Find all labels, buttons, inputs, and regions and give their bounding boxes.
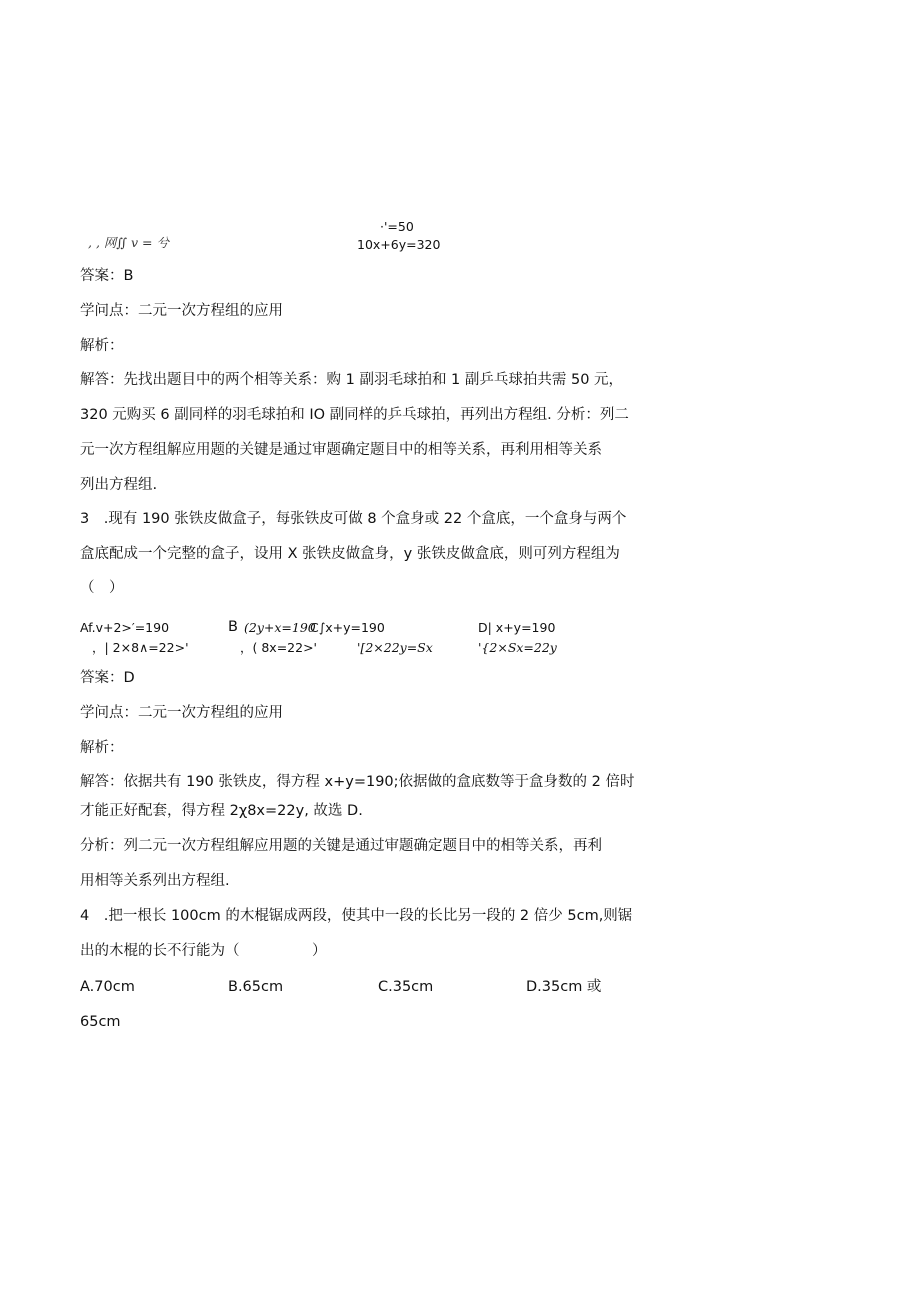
q3-option-b-line-2: ，( 8x=22>': [240, 640, 317, 655]
q2-knowledge-point: 学问点：二元一次方程组的应用: [80, 303, 283, 319]
q3-solution-line: 才能正好配套，得方程 2χ8x=22y, 故选 D.: [80, 803, 363, 819]
q3-option-d-line-2: '{2×Sx=22y: [478, 640, 557, 655]
q4-stem-line: 出的木棍的长不行能为（ ）: [80, 943, 327, 959]
q4-stem-line: 4 .把一根长 100cm 的木棍锯成两段，使其中一段的长比另一段的 2 倍少 5cm,则锯: [80, 908, 633, 924]
q4-option-c: C.35cm: [378, 979, 434, 995]
q4-option-b: B.65cm: [228, 979, 284, 995]
q2-solution-line: 元一次方程组解应用题的关键是通过审题确定题目中的相等关系，再利用相等关系: [80, 442, 602, 458]
q3-option-d-line-1: D| x+y=190: [478, 620, 556, 635]
equation-line-2: 10x+6y=320: [357, 237, 441, 252]
q3-option-b-line-1: (2y+x=190: [244, 620, 316, 635]
q3-stem-line: 3 .现有 190 张铁皮做盒子，每张铁皮可做 8 个盒身或 22 个盒底，一个盒身与两个: [80, 511, 627, 527]
q3-solution-line: 解答：依据共有 190 张铁皮，得方程 x+y=190;依据做的盒底数等于盒身数的 2 倍时: [80, 774, 635, 790]
q3-answer: 答案：D: [80, 670, 135, 686]
q4-option-a: A.70cm: [80, 979, 135, 995]
q2-solution-line: 列出方程组.: [80, 477, 158, 493]
q3-option-b-label: B: [228, 619, 238, 635]
q3-option-c-line-2: '[2×22y=Sx: [357, 640, 433, 655]
q3-option-a-line-1: Af.v+2>′=190: [80, 620, 170, 635]
q3-analysis-line: 分析：列二元一次方程组解应用题的关键是通过审题确定题目中的相等关系，再利: [80, 838, 602, 854]
q3-option-c-line-1: C∫x+y=190: [310, 620, 385, 635]
q3-option-a-line-2: ，| 2×8∧=22>': [92, 640, 189, 655]
q3-knowledge-point: 学问点：二元一次方程组的应用: [80, 705, 283, 721]
equation-line-1: ·'=50: [380, 219, 414, 234]
q4-option-d-continuation: 65cm: [80, 1014, 121, 1030]
q2-solution-line: 解答：先找出题目中的两个相等关系：购 1 副羽毛球拍和 1 副乒乓球拍共需 50 元，: [80, 372, 624, 388]
q3-analysis-line: 用相等关系列出方程组.: [80, 873, 230, 889]
q4-option-d: D.35cm 或: [526, 979, 602, 995]
q3-stem-line: （ ）: [80, 580, 124, 596]
q2-answer: 答案：B: [80, 268, 134, 284]
q3-analysis-title: 解析：: [80, 740, 124, 756]
equation-left-fragment: , , 网∬ v = 兮: [88, 235, 169, 250]
q2-solution-line: 320 元购买 6 副同样的羽毛球拍和 IO 副同样的乒乓球拍，再列出方程组. 分析：列二: [80, 407, 629, 423]
q2-analysis-title: 解析：: [80, 338, 124, 354]
q3-stem-line: 盒底配成一个完整的盒子，设用 X 张铁皮做盒身，y 张铁皮做盒底，则可列方程组为: [80, 546, 620, 562]
